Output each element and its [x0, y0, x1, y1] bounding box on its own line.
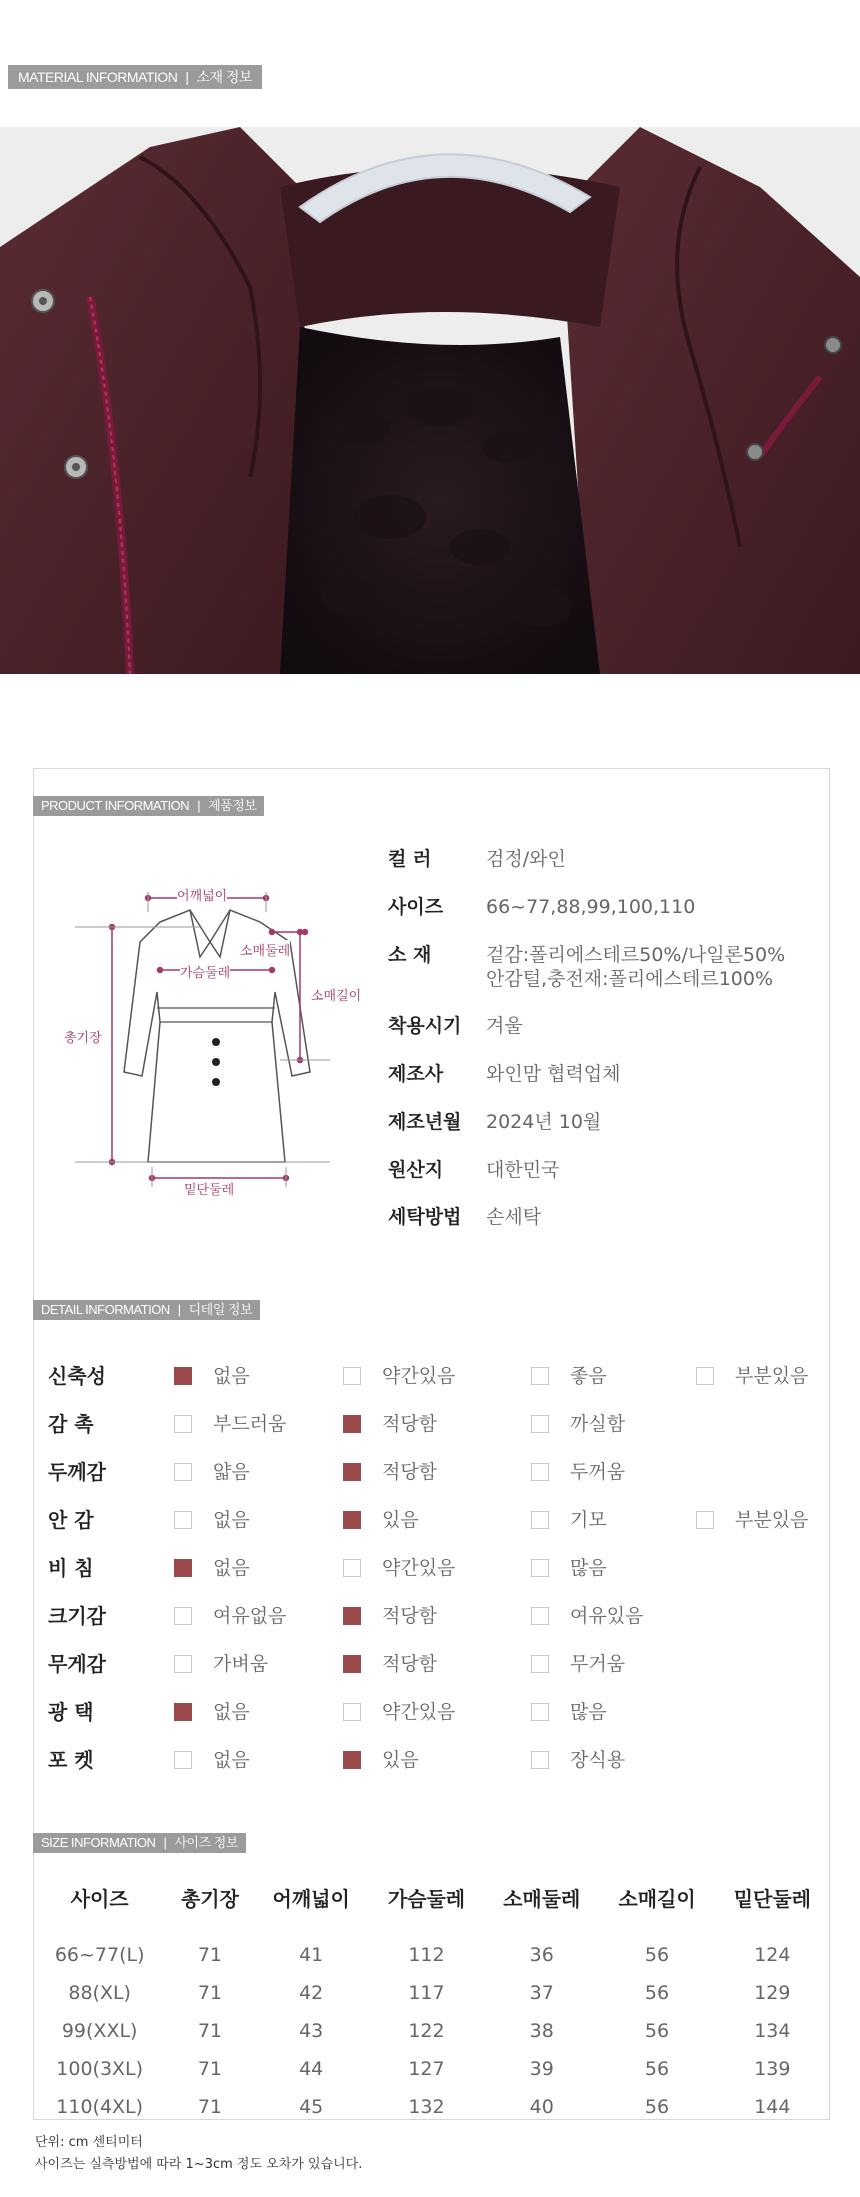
detail-label: 두께감 [48, 1460, 106, 1484]
size-cell: 66~77(L) [54, 1944, 145, 1966]
product-tag-ko: 제품정보 [208, 798, 257, 813]
detail-row [48, 1743, 828, 1777]
option-checkbox [343, 1559, 361, 1577]
size-cell: 36 [529, 1944, 554, 1966]
coat-photo [0, 127, 860, 674]
option-label: 약간있음 [382, 1701, 456, 1723]
size-cell: 56 [644, 2096, 670, 2118]
option-label: 기모 [570, 1509, 607, 1531]
option-checkbox [174, 1703, 192, 1721]
coat-detail-image [0, 127, 860, 674]
size-cell: 132 [408, 2096, 445, 2118]
option-label: 없음 [213, 1365, 250, 1387]
option-checkbox [531, 1751, 549, 1769]
info-label: 원산지 [388, 1159, 444, 1181]
detail-label: 비 침 [48, 1556, 94, 1580]
diagram-label-hem: 밑단둘레 [184, 1179, 234, 1198]
option-label: 여유없음 [213, 1605, 287, 1627]
option-checkbox [531, 1703, 549, 1721]
detail-label: 광 택 [48, 1700, 94, 1724]
size-cell: 43 [299, 2020, 324, 2042]
size-tag-ko: 사이즈 정보 [174, 1835, 238, 1850]
info-label: 제조사 [388, 1063, 444, 1085]
size-diagram [60, 882, 380, 1212]
size-row [33, 2088, 830, 2126]
material-info-tag: MATERIAL INFORMATION | 소재 정보 [8, 65, 262, 89]
option-label: 가벼움 [213, 1653, 269, 1675]
option-checkbox [174, 1415, 192, 1433]
size-cell: 88(XL) [68, 1982, 131, 2004]
option-label: 여유있음 [570, 1605, 644, 1627]
size-cell: 112 [408, 1944, 445, 1966]
size-cell: 127 [408, 2058, 445, 2080]
detail-row [48, 1407, 828, 1441]
size-cell: 42 [299, 1982, 324, 2004]
diagram-label-shoulder: 어깨넓이 [177, 885, 227, 904]
option-label: 부분있음 [735, 1509, 809, 1531]
option-checkbox [696, 1367, 714, 1385]
info-value: 겨울 [486, 1015, 523, 1037]
detail-label: 신축성 [48, 1364, 106, 1388]
info-value: 2024년 10월 [486, 1111, 602, 1133]
option-label: 까실함 [570, 1413, 626, 1435]
option-checkbox [174, 1751, 192, 1769]
size-cell: 99(XXL) [61, 2020, 138, 2042]
option-checkbox [343, 1367, 361, 1385]
info-label: 컬 러 [388, 848, 432, 870]
size-table [33, 1868, 830, 2126]
option-label: 있음 [382, 1509, 419, 1531]
material-tag-en: MATERIAL INFORMATION [18, 69, 178, 85]
size-tag-en: SIZE INFORMATION [41, 1835, 156, 1850]
option-label: 없음 [213, 1509, 250, 1531]
option-checkbox [174, 1511, 192, 1529]
option-checkbox [531, 1559, 549, 1577]
info-value: 대한민국 [486, 1159, 560, 1181]
option-label: 없음 [213, 1557, 250, 1579]
material-tag-ko: 소재 정보 [196, 69, 252, 85]
size-cell: 100(3XL) [56, 2058, 144, 2080]
detail-info-tag: DETAIL INFORMATION | 디테일 정보 [33, 1300, 260, 1320]
size-cell: 41 [299, 1944, 324, 1966]
detail-row [48, 1551, 828, 1585]
detail-row [48, 1599, 828, 1633]
size-row [33, 1936, 830, 1974]
info-value: 검정/와인 [486, 848, 566, 870]
size-row [33, 1974, 830, 2012]
size-cell: 37 [529, 1982, 554, 2004]
option-checkbox [531, 1367, 549, 1385]
option-checkbox [174, 1463, 192, 1481]
option-label: 많음 [570, 1557, 607, 1579]
option-label: 장식용 [570, 1749, 626, 1771]
size-cell: 39 [529, 2058, 554, 2080]
detail-label: 감 촉 [48, 1412, 94, 1436]
size-header-cell: 가슴둘레 [387, 1886, 466, 1911]
size-cell: 122 [408, 2020, 445, 2042]
option-checkbox [531, 1511, 549, 1529]
detail-label: 포 켓 [48, 1748, 94, 1772]
size-cell: 56 [644, 2058, 670, 2080]
diagram-label-sleeve-length: 소매길이 [311, 985, 361, 1004]
detail-row [48, 1647, 828, 1681]
option-label: 얇음 [213, 1461, 250, 1483]
size-cell: 144 [754, 2096, 791, 2118]
size-cell: 139 [754, 2058, 791, 2080]
option-checkbox [343, 1751, 361, 1769]
size-cell: 44 [299, 2058, 324, 2080]
info-label: 제조년월 [388, 1111, 462, 1133]
product-tag-en: PRODUCT INFORMATION [41, 798, 190, 813]
size-cell: 71 [197, 1944, 223, 1966]
option-label: 부드러움 [213, 1413, 287, 1435]
option-checkbox [174, 1367, 192, 1385]
size-cell: 117 [408, 1982, 445, 2004]
option-label: 두꺼움 [570, 1461, 626, 1483]
size-cell: 56 [644, 2020, 670, 2042]
button-dot [212, 1078, 220, 1086]
size-cell: 40 [529, 2096, 554, 2118]
detail-tag-en: DETAIL INFORMATION [41, 1302, 170, 1317]
size-cell: 56 [644, 1982, 670, 2004]
option-label: 적당함 [382, 1461, 438, 1483]
option-checkbox [343, 1463, 361, 1481]
size-cell: 71 [197, 2096, 223, 2118]
diagram-label-sleeve-round: 소매둘레 [240, 940, 290, 959]
option-checkbox [174, 1655, 192, 1673]
info-label: 소 재 [388, 944, 432, 966]
size-header-cell: 소매길이 [618, 1886, 696, 1911]
detail-row [48, 1695, 828, 1729]
size-cell: 71 [197, 2058, 223, 2080]
info-value: 겉감:폴리에스테르50%/나일론50% [486, 944, 786, 966]
option-checkbox [531, 1463, 549, 1481]
info-value-2: 안감털,충전재:폴리에스테르100% [486, 968, 774, 990]
detail-row [48, 1359, 828, 1393]
size-cell: 110(4XL) [56, 2096, 144, 2118]
size-table-header [33, 1868, 830, 1926]
option-checkbox [531, 1415, 549, 1433]
size-cell: 129 [754, 1982, 791, 2004]
option-label: 없음 [213, 1749, 250, 1771]
option-label: 적당함 [382, 1653, 438, 1675]
info-value: 손세탁 [486, 1206, 542, 1228]
option-checkbox [343, 1703, 361, 1721]
info-label: 사이즈 [388, 896, 444, 918]
option-label: 좋음 [570, 1365, 607, 1387]
size-cell: 56 [644, 1944, 670, 1966]
size-cell: 71 [197, 1982, 223, 2004]
detail-row [48, 1503, 828, 1537]
option-label: 적당함 [382, 1605, 438, 1627]
button-dot [212, 1058, 220, 1066]
detail-label: 크기감 [48, 1604, 106, 1628]
option-label: 많음 [570, 1701, 607, 1723]
size-cell: 134 [754, 2020, 791, 2042]
size-header-cell: 사이즈 [70, 1886, 129, 1911]
option-label: 약간있음 [382, 1365, 456, 1387]
option-label: 약간있음 [382, 1557, 456, 1579]
option-checkbox [531, 1655, 549, 1673]
button-dot [212, 1038, 220, 1046]
option-checkbox [531, 1607, 549, 1625]
info-label: 착용시기 [388, 1015, 462, 1037]
size-header-cell: 밑단둘레 [733, 1886, 811, 1911]
option-label: 부분있음 [735, 1365, 809, 1387]
option-checkbox [174, 1607, 192, 1625]
info-value: 와인맘 협력업체 [486, 1063, 621, 1085]
info-value: 66~77,88,99,100,110 [486, 896, 696, 918]
size-row [33, 2050, 830, 2088]
size-header-cell: 총기장 [180, 1886, 239, 1911]
size-cell: 71 [197, 2020, 223, 2042]
detail-label: 안 감 [48, 1508, 94, 1532]
size-cell: 124 [754, 1944, 791, 1966]
tolerance-note: 사이즈는 실측방법에 따라 1~3cm 정도 오차가 있습니다. [35, 2157, 363, 2172]
option-label: 무거움 [570, 1653, 626, 1675]
size-row [33, 2012, 830, 2050]
detail-tag-ko: 디테일 정보 [188, 1302, 253, 1317]
unit-note: 단위: cm 센티미터 [35, 2135, 143, 2150]
option-checkbox [696, 1511, 714, 1529]
info-label: 세탁방법 [388, 1206, 462, 1228]
size-cell: 45 [299, 2096, 324, 2118]
option-checkbox [343, 1415, 361, 1433]
detail-label: 무게감 [48, 1652, 106, 1676]
diagram-label-chest: 가슴둘레 [180, 962, 230, 981]
option-checkbox [343, 1511, 361, 1529]
size-header-cell: 소매둘레 [503, 1886, 581, 1911]
diagram-label-total-length: 총기장 [64, 1027, 102, 1046]
product-info-tag: PRODUCT INFORMATION | 제품정보 [33, 796, 264, 816]
size-header-cell: 어깨넓이 [272, 1886, 350, 1911]
option-label: 적당함 [382, 1413, 438, 1435]
size-cell: 38 [529, 2020, 554, 2042]
option-label: 있음 [382, 1749, 419, 1771]
option-checkbox [343, 1607, 361, 1625]
size-info-tag: SIZE INFORMATION | 사이즈 정보 [33, 1833, 246, 1853]
option-label: 없음 [213, 1701, 250, 1723]
detail-row [48, 1455, 828, 1489]
option-checkbox [174, 1559, 192, 1577]
option-checkbox [343, 1655, 361, 1673]
